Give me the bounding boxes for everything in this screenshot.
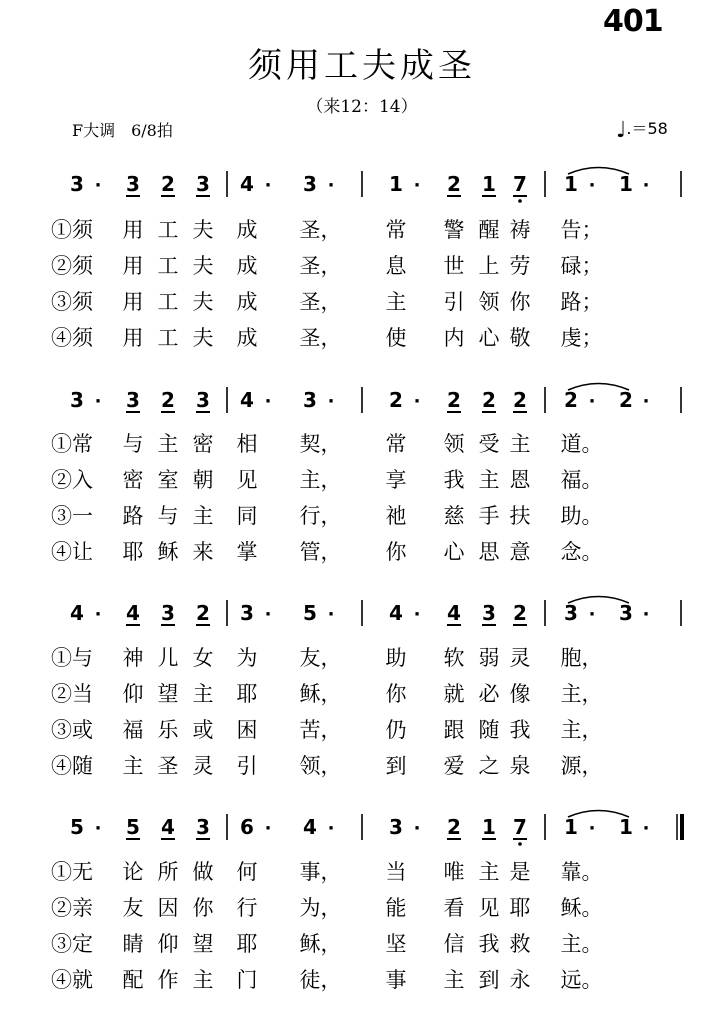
lyric-word: 意	[509, 540, 531, 564]
lyric-word: 路	[122, 504, 144, 528]
lyric-word: 路；	[560, 290, 603, 314]
lyric-word: 跟	[443, 718, 465, 742]
lyric-word: 能	[385, 896, 407, 920]
lyric-word: 室	[157, 468, 179, 492]
lyric-word: 困	[236, 718, 258, 742]
lyric-word: 主，	[299, 468, 342, 492]
hymn-number: 401	[603, 4, 663, 39]
notation-line-4	[0, 804, 724, 864]
note: 1	[482, 815, 496, 839]
duration-dot: ·	[264, 175, 272, 196]
lyric-word: 行	[236, 896, 258, 920]
lyric-verse-3	[0, 714, 724, 744]
lyric-word: 上	[478, 254, 500, 278]
note: 4	[240, 388, 254, 412]
lyric-word: ④就	[50, 968, 93, 992]
lyric-word: 碌；	[560, 254, 603, 278]
lyric-word: 息	[385, 254, 407, 278]
lyric-verse-3	[0, 500, 724, 530]
note: 1	[564, 815, 578, 839]
lyric-word: 主	[157, 432, 179, 456]
duration-dot: ·	[642, 604, 650, 625]
note: 3	[619, 601, 633, 625]
lyric-word: 你	[385, 540, 407, 564]
lyric-word: 我	[443, 468, 465, 492]
lyric-word: 思	[478, 540, 500, 564]
lyric-word: ①无	[50, 860, 93, 884]
lyric-word: 夫	[192, 254, 214, 278]
lyric-word: ③或	[50, 718, 93, 742]
lyric-word: 望	[157, 682, 179, 706]
note: 3	[303, 388, 317, 412]
lyric-word: ③定	[50, 932, 93, 956]
lyric-word: 看	[443, 896, 465, 920]
lyric-word: 工	[157, 218, 179, 242]
lyric-word: 虔；	[560, 326, 603, 350]
lyric-word: 睛	[122, 932, 144, 956]
lyric-word: 同	[236, 504, 258, 528]
duration-dot: ·	[94, 818, 102, 839]
lyric-word: 泉	[509, 754, 531, 778]
lyric-word: 主	[443, 968, 465, 992]
duration-dot: ·	[413, 818, 421, 839]
lyric-word: 主	[192, 968, 214, 992]
lyric-word: 享	[385, 468, 407, 492]
lyric-word: 仰	[122, 682, 144, 706]
lyric-verse-4	[0, 964, 724, 994]
lyric-word: 来	[192, 540, 214, 564]
lyric-word: ②入	[50, 468, 93, 492]
lyric-word: 爱	[443, 754, 465, 778]
lyric-verse-2	[0, 250, 724, 280]
lyric-word: 领	[478, 290, 500, 314]
lyric-verse-1	[0, 214, 724, 244]
lyric-word: 友	[122, 896, 144, 920]
lyric-word: 主，	[560, 682, 603, 706]
note: 2	[513, 388, 527, 412]
lyric-word: 稣，	[299, 682, 342, 706]
note: 2	[513, 601, 527, 625]
lyric-word: 使	[385, 326, 407, 350]
note: 2	[161, 388, 175, 412]
duration-dot: ·	[94, 391, 102, 412]
lyric-word: 用	[122, 254, 144, 278]
lyric-word: 用	[122, 218, 144, 242]
lyric-verse-4	[0, 536, 724, 566]
note: 2	[482, 388, 496, 412]
lyric-word: 手	[478, 504, 500, 528]
note: 4	[303, 815, 317, 839]
lyric-word: 心	[443, 540, 465, 564]
lyric-verse-2	[0, 678, 724, 708]
lyric-word: 靠。	[560, 860, 603, 884]
lyric-word: 儿	[157, 646, 179, 670]
lyric-word: 领，	[299, 754, 342, 778]
lyric-verse-1	[0, 428, 724, 458]
lyric-word: ④随	[50, 754, 93, 778]
lyric-word: 成	[236, 290, 258, 314]
lyric-word: 扶	[509, 504, 531, 528]
lyric-word: 因	[157, 896, 179, 920]
lyric-word: 主	[192, 682, 214, 706]
lyric-word: 稣。	[560, 896, 603, 920]
lyric-word: 当	[385, 860, 407, 884]
lyric-word: 我	[478, 932, 500, 956]
lyric-word: 成	[236, 254, 258, 278]
lyric-word: 坚	[385, 932, 407, 956]
duration-dot: ·	[642, 818, 650, 839]
lyric-word: 工	[157, 290, 179, 314]
note: 2	[389, 388, 403, 412]
lyric-word: ②当	[50, 682, 93, 706]
duration-dot: ·	[413, 391, 421, 412]
lyric-word: 用	[122, 290, 144, 314]
lyric-word: ①与	[50, 646, 93, 670]
lyric-word: 祷	[509, 218, 531, 242]
lyric-word: 远。	[560, 968, 603, 992]
lyric-word: ③一	[50, 504, 93, 528]
lyric-word: 必	[478, 682, 500, 706]
lyric-word: 相	[236, 432, 258, 456]
scripture-reference: （来12：14）	[306, 97, 418, 117]
lyric-word: 夫	[192, 290, 214, 314]
lyric-word: 源，	[560, 754, 603, 778]
lyric-word: 主	[192, 504, 214, 528]
lyric-word: 朝	[192, 468, 214, 492]
lyric-word: 受	[478, 432, 500, 456]
lyric-verse-4	[0, 322, 724, 352]
tempo-marking	[616, 116, 668, 143]
note: 2	[447, 388, 461, 412]
lyric-word: 主	[478, 860, 500, 884]
lyric-word: 劳	[509, 254, 531, 278]
duration-dot: ·	[327, 818, 335, 839]
lyric-word: 稣	[157, 540, 179, 564]
duration-dot: ·	[327, 604, 335, 625]
lyric-word: 契，	[299, 432, 342, 456]
lyric-word: 行，	[299, 504, 342, 528]
lyric-word: 与	[157, 504, 179, 528]
note: 3	[564, 601, 578, 625]
lyric-word: 作	[157, 968, 179, 992]
hymn-title: 须用工夫成圣	[248, 46, 476, 86]
notation-line-3	[0, 590, 724, 650]
lyric-word: 圣，	[299, 290, 342, 314]
lyric-word: 圣，	[299, 254, 342, 278]
note: 1	[389, 172, 403, 196]
lyric-word: 唯	[443, 860, 465, 884]
note: 3	[196, 815, 210, 839]
note: 7	[513, 815, 527, 839]
lyric-word: 你	[192, 896, 214, 920]
lyric-verse-2	[0, 464, 724, 494]
lyric-word: 门	[236, 968, 258, 992]
duration-dot: ·	[588, 391, 596, 412]
lyric-word: 引	[236, 754, 258, 778]
note: 2	[619, 388, 633, 412]
lyric-word: 友，	[299, 646, 342, 670]
lyric-word: 领	[443, 432, 465, 456]
duration-dot: ·	[327, 175, 335, 196]
lyric-word: 到	[478, 968, 500, 992]
lyric-word: 徒，	[299, 968, 342, 992]
lyric-word: 就	[443, 682, 465, 706]
lyric-word: 见	[478, 896, 500, 920]
duration-dot: ·	[642, 391, 650, 412]
lyric-word: 用	[122, 326, 144, 350]
lyric-word: 助。	[560, 504, 603, 528]
lyric-word: 警	[443, 218, 465, 242]
note: 3	[70, 172, 84, 196]
duration-dot: ·	[588, 175, 596, 196]
lyric-word: 密	[192, 432, 214, 456]
lyric-word: 慈	[443, 504, 465, 528]
lyric-word: 仍	[385, 718, 407, 742]
lyric-word: 女	[192, 646, 214, 670]
lyric-word: 灵	[192, 754, 214, 778]
lyric-word: 配	[122, 968, 144, 992]
note: 3	[126, 172, 140, 196]
lyric-word: 祂	[385, 504, 407, 528]
note: 4	[447, 601, 461, 625]
lyric-word: 敬	[509, 326, 531, 350]
lyric-word: 救	[509, 932, 531, 956]
note: 5	[126, 815, 140, 839]
lyric-word: 念。	[560, 540, 603, 564]
lyric-word: 像	[509, 682, 531, 706]
lyric-word: 心	[478, 326, 500, 350]
note: 2	[196, 601, 210, 625]
lyric-word: 圣，	[299, 326, 342, 350]
lyric-word: 恩	[509, 468, 531, 492]
lyric-word: 内	[443, 326, 465, 350]
lyric-word: 耶	[236, 682, 258, 706]
lyric-word: 苦，	[299, 718, 342, 742]
note: 4	[389, 601, 403, 625]
note: 3	[482, 601, 496, 625]
duration-dot: ·	[94, 604, 102, 625]
lyric-word: 或	[192, 718, 214, 742]
duration-dot: ·	[642, 175, 650, 196]
lyric-word: 世	[443, 254, 465, 278]
lyric-word: 为，	[299, 896, 342, 920]
note: 3	[70, 388, 84, 412]
lyric-word: 乐	[157, 718, 179, 742]
lyric-verse-2	[0, 892, 724, 922]
lyric-word: 论	[122, 860, 144, 884]
note: 3	[389, 815, 403, 839]
note: 2	[161, 172, 175, 196]
lyric-word: ①常	[50, 432, 93, 456]
lyric-word: 之	[478, 754, 500, 778]
lyric-word: 你	[509, 290, 531, 314]
lyric-verse-1	[0, 642, 724, 672]
duration-dot: ·	[94, 175, 102, 196]
note: 3	[196, 388, 210, 412]
lyric-word: 永	[509, 968, 531, 992]
key-and-meter: F大调 6/8拍	[72, 121, 173, 140]
lyric-word: ①须	[50, 218, 93, 242]
lyric-word: 弱	[478, 646, 500, 670]
lyric-word: ②亲	[50, 896, 93, 920]
tempo-value: .＝58	[626, 119, 668, 138]
note: 4	[126, 601, 140, 625]
duration-dot: ·	[588, 604, 596, 625]
duration-dot: ·	[588, 818, 596, 839]
lyric-word: 常	[385, 218, 407, 242]
note: 3	[161, 601, 175, 625]
lyric-word: 福。	[560, 468, 603, 492]
lyric-word: 主，	[560, 718, 603, 742]
duration-dot: ·	[327, 391, 335, 412]
lyric-word: ②须	[50, 254, 93, 278]
lyric-word: 主	[509, 432, 531, 456]
lyric-word: 密	[122, 468, 144, 492]
note: 1	[619, 815, 633, 839]
lyric-word: 掌	[236, 540, 258, 564]
note: 6	[240, 815, 254, 839]
duration-dot: ·	[413, 175, 421, 196]
lyric-verse-3	[0, 286, 724, 316]
lyric-word: ③须	[50, 290, 93, 314]
lyric-word: 随	[478, 718, 500, 742]
lyric-word: 圣	[157, 754, 179, 778]
lyric-word: 常	[385, 432, 407, 456]
note: 1	[564, 172, 578, 196]
note: 2	[447, 172, 461, 196]
lyric-word: 望	[192, 932, 214, 956]
lyric-word: 耶	[122, 540, 144, 564]
lyric-word: 成	[236, 326, 258, 350]
lyric-word: 耶	[236, 932, 258, 956]
lyric-word: 我	[509, 718, 531, 742]
quarter-note-icon: ♩	[616, 118, 627, 143]
lyric-word: 是	[509, 860, 531, 884]
lyric-word: 醒	[478, 218, 500, 242]
lyric-word: 软	[443, 646, 465, 670]
lyric-word: 圣，	[299, 218, 342, 242]
lyric-word: 做	[192, 860, 214, 884]
note: 2	[447, 815, 461, 839]
lyric-word: 信	[443, 932, 465, 956]
lyric-word: 所	[157, 860, 179, 884]
lyric-word: 稣，	[299, 932, 342, 956]
lyric-word: 胞，	[560, 646, 603, 670]
note: 5	[303, 601, 317, 625]
lyric-verse-3	[0, 928, 724, 958]
duration-dot: ·	[264, 604, 272, 625]
duration-dot: ·	[264, 818, 272, 839]
note: 3	[126, 388, 140, 412]
lyric-word: 福	[122, 718, 144, 742]
note: 4	[70, 601, 84, 625]
lyric-verse-1	[0, 856, 724, 886]
lyric-word: 见	[236, 468, 258, 492]
lyric-word: 工	[157, 326, 179, 350]
lyric-word: 何	[236, 860, 258, 884]
lyric-verse-4	[0, 750, 724, 780]
lyric-word: 工	[157, 254, 179, 278]
note: 1	[619, 172, 633, 196]
lyric-word: 耶	[509, 896, 531, 920]
lyric-word: 主。	[560, 932, 603, 956]
lyric-word: 告；	[560, 218, 603, 242]
note: 1	[482, 172, 496, 196]
lyric-word: 管，	[299, 540, 342, 564]
note: 3	[196, 172, 210, 196]
lyric-word: 事，	[299, 860, 342, 884]
lyric-word: 你	[385, 682, 407, 706]
lyric-word: 神	[122, 646, 144, 670]
lyric-word: 主	[385, 290, 407, 314]
lyric-word: 为	[236, 646, 258, 670]
lyric-word: 主	[122, 754, 144, 778]
duration-dot: ·	[264, 391, 272, 412]
lyric-word: 助	[385, 646, 407, 670]
notation-line-1	[0, 161, 724, 221]
lyric-word: 成	[236, 218, 258, 242]
lyric-word: 主	[478, 468, 500, 492]
low-octave-dot	[518, 199, 522, 203]
note: 3	[303, 172, 317, 196]
lyric-word: 夫	[192, 218, 214, 242]
lyric-word: 夫	[192, 326, 214, 350]
duration-dot: ·	[413, 604, 421, 625]
note: 7	[513, 172, 527, 196]
lyric-word: 仰	[157, 932, 179, 956]
note: 3	[240, 601, 254, 625]
note: 5	[70, 815, 84, 839]
note: 2	[564, 388, 578, 412]
lyric-word: 道。	[560, 432, 603, 456]
low-octave-dot	[518, 842, 522, 846]
note: 4	[240, 172, 254, 196]
lyric-word: ④让	[50, 540, 93, 564]
lyric-word: 引	[443, 290, 465, 314]
lyric-word: 灵	[509, 646, 531, 670]
note: 4	[161, 815, 175, 839]
lyric-word: 到	[385, 754, 407, 778]
lyric-word: ④须	[50, 326, 93, 350]
lyric-word: 与	[122, 432, 144, 456]
lyric-word: 事	[385, 968, 407, 992]
